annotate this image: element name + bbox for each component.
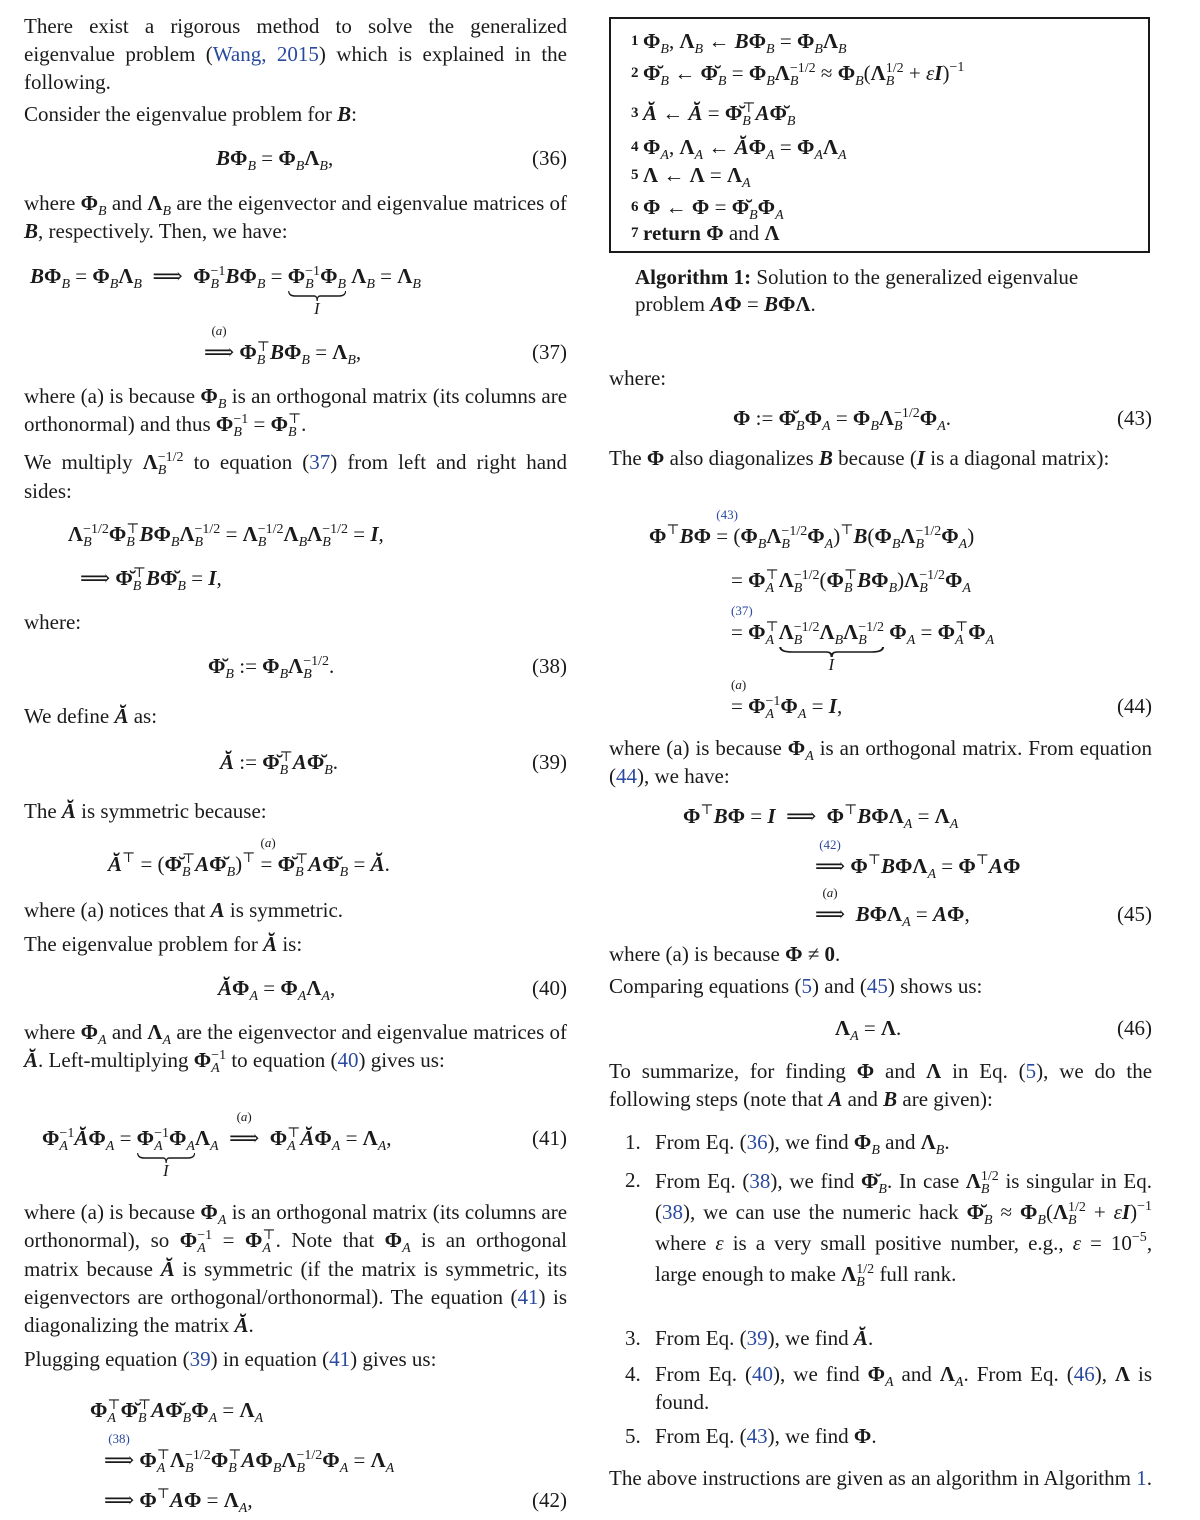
paragraph-orthogonal: where (a) is because $\Phi_B$ is an orthogonal matrix (its columns are orthonormal) and thus Φ −1 B = Φ ⊤ B .: [24, 384, 568, 441]
eq-ref-38[interactable]: 38: [749, 1169, 771, 1193]
equation-number-44: (44): [1117, 694, 1152, 718]
algo-line-4: 4 $\Phi_A$, $\Lambda_A$ ← $Ă\Phi_A = \Phi_A\Lambda_A$: [631, 135, 847, 163]
paragraph-intro: There exist a rigorous method to solve the generalized eigenvalue problem (Wang, 2015) which is explained in the following.: [24, 14, 567, 94]
eq-ref-5b[interactable]: 5: [1025, 1059, 1037, 1083]
algo-line-2: 2 $\Phĭ_B$ ← $\Phĭ_B = \Phi_B\Lambda$ −1/2 B ≈ $\Phi_B(\Lambda$ 1/2 B + εI)$^{-1}$: [631, 60, 965, 90]
eq-ref-41b[interactable]: 41: [329, 1347, 351, 1371]
equation-number-41: (41): [532, 1126, 567, 1150]
equation-42-line2: ⟹ (38) Φ ⊤ A Λ −1/2 B Φ ⊤ B $A\Phi_B\Lambda$ −1/2 B $\Phi_A = \Lambda_A$: [104, 1431, 395, 1477]
eq-ref-36[interactable]: 36: [746, 1130, 768, 1154]
step-3: 3. From Eq. (39), we find Ă.: [625, 1326, 874, 1350]
equation-multiply-2: ⟹ Φ̆ ⊤ B $B\Phĭ_B = I$,: [80, 566, 222, 595]
equation-45-line1: Φ⊤BΦ = I ⟹ $\Phi^⊤B\Phi\Lambda_A = \Lambda_A$: [683, 803, 959, 832]
step-4: 4. From Eq. (40), we find $\Phi_A$ and $\Lambda_A$. From Eq. (46), Λ is found.: [625, 1362, 1153, 1414]
equation-36: $B\Phi_B = \Phi_B\Lambda_B$,: [216, 146, 334, 174]
equation-44-line1: Φ⊤BΦ = (43) ($\Phi_B\Lambda$ −1/2 B $\Phi_A)^⊤B(\Phi_B\Lambda$ −1/2 B $\Phi_A$): [649, 507, 975, 553]
equation-44-line4: = (a) Φ −1 A $\Phi_A = I$,: [731, 677, 843, 723]
equation-derivation: $B\Phi_B = \Phi_B\Lambda_B$ ⟹ Φ −1 B $B\Phi_B = \Phi$ −1 B $\Phi_B$ I $\Lambda_B = \Lambda_B$: [30, 264, 421, 318]
eq-ref-44[interactable]: 44: [616, 764, 637, 788]
equation-45-line2: ⟹ (42) $\Phi^⊤B\Phi\Lambda_A = \Phi^⊤A\Phi$: [815, 837, 1021, 882]
eq-ref-5[interactable]: 5: [801, 974, 812, 998]
equation-number-46: (46): [1117, 1016, 1152, 1040]
paragraph-plugging: Plugging equation (39) in equation (41) gives us:: [24, 1347, 437, 1371]
paragraph-notices: where (a) notices that A is symmetric.: [24, 898, 344, 922]
eq-ref-37[interactable]: 37: [309, 450, 331, 474]
algo-line-6: 6 Φ ← $\Phi = \Phĭ_B\Phi_A$: [631, 195, 784, 223]
algorithm-box: [609, 17, 1150, 253]
equation-37: ⟹ (a) Φ ⊤ B $B\Phi_B = \Lambda_B$,: [204, 323, 362, 369]
step-5: 5. From Eq. (43), we find Φ.: [625, 1424, 877, 1448]
paragraph-consider: Consider the eigenvalue problem for B:: [24, 102, 358, 126]
equation-45-line3: ⟹ (a) $B\Phi\Lambda_A = A\Phi$,: [815, 885, 970, 930]
paragraph-multiply: We multiply Λ −1/2 B to equation (37) from left and right hand sides:: [24, 450, 568, 504]
label-where-1: where:: [24, 610, 82, 634]
algo-line-7: 7 return Φ and Λ: [631, 221, 780, 245]
step-1: 1. From Eq. (36), we find $\Phi_B$ and $\Lambda_B$.: [625, 1130, 950, 1158]
equation-40: $Ă\Phi_A = \Phi_A\Lambda_A$,: [218, 976, 336, 1004]
paragraph-orthogonal-A: where (a) is because $\Phi_A$ is an orthogonal matrix (its columns are orthonormal), so Φ −1 A = Φ ⊤ A . Note that $\Phi_A$ is an orthogonal matrix because Ă is symmetric (if the matrix is symmetric, its eigenvectors are orthogonal/orthonormal). The equation (41) is diagonalizing the matrix Ă.: [24, 1200, 568, 1338]
equation-symmetric: Ă⊤ = (Φ̆ ⊤ B $A\Phĭ_B)^⊤$ = (a) Φ̆ ⊤ B $A\Phĭ_B$ = Ă.: [108, 835, 390, 881]
eq-ref-41[interactable]: 41: [517, 1285, 539, 1310]
eq-ref-40[interactable]: 40: [752, 1362, 774, 1386]
eq-ref-39[interactable]: 39: [746, 1326, 768, 1350]
paragraph-symmetric: The Ă is symmetric because:: [24, 799, 267, 823]
equation-number-43: (43): [1117, 406, 1152, 430]
paragraph-nonzero: where (a) is because Φ ≠ 0.: [609, 942, 841, 966]
step-2: 2. From Eq. (38), we find $\Phĭ_B$. In case Λ 1/2 B is singular in Eq. (38), we can use the numeric hack $\Phĭ_B \approx \Phi_B(\Lambda$ 1/2 B + εI)$^{-1}$ where ε is a very small positive number, e.g., $\varepsilon = 10^{-5}$, large enough to make Λ 1/2 B full rank.: [625, 1168, 1153, 1291]
equation-42-line1: Φ ⊤ A Φ̆ ⊤ B $A\Phĭ_B\Phi_A = \Lambda_A$: [90, 1398, 264, 1427]
equation-42-line3: ⟹ $\Phi^⊤A\Phi = \Lambda_A$,: [104, 1487, 253, 1516]
algo-line-5: 5 Λ ← $\Lambda = \Lambda_A$: [631, 163, 751, 191]
citation-link[interactable]: Wang, 2015: [212, 42, 319, 66]
algo-line-3: 3 Ă ← Ă = Φ̆ ⊤ B $A\Phĭ_B$: [631, 101, 796, 130]
equation-39: Ă := Φ̆ ⊤ B $A\Phĭ_B$.: [220, 750, 339, 779]
equation-38: $\Phĭ_B$ := $\Phi_B\Lambda$ −1/2 B .: [208, 654, 335, 683]
equation-number-37: (37): [532, 340, 567, 364]
eq-ref-46[interactable]: 46: [1073, 1362, 1095, 1386]
equation-multiply-1: Λ −1/2 B Φ ⊤ B $B\Phi_B\Lambda$ −1/2 B = Λ −1/2 B $\Lambda_B\Lambda$ −1/2 B = I,: [68, 522, 384, 551]
eq-ref-43[interactable]: 43: [746, 1424, 768, 1448]
algorithm-caption: Algorithm 1: Solution to the generalized eigenvalue problem AΦ = BΦΛ.: [635, 265, 1079, 316]
eq-ref-40[interactable]: 40: [337, 1048, 359, 1072]
equation-number-38: (38): [532, 654, 567, 678]
equation-number-42: (42): [532, 1488, 567, 1512]
equation-46: $\Lambda_A = \Lambda$.: [835, 1016, 902, 1044]
equation-number-39: (39): [532, 750, 567, 774]
paragraph-left-multiply: where $\Phi_A$ and $\Lambda_A$ are the eigenvector and eigenvalue matrices of Ă. Left-multiplying Φ −1 A to equation (40) gives us:: [24, 1020, 568, 1077]
algo-line-1: 1 $\Phi_B$, $\Lambda_B$ ← $B\Phi_B = \Phi_B\Lambda_B$: [631, 29, 847, 57]
paragraph-eigen-def: where $\Phi_B$ and $\Lambda_B$ are the eigenvector and eigenvalue matrices of B, respectively. Then, we have:: [24, 191, 568, 243]
equation-43: Φ := $\Phĭ_B\Phi_A = \Phi_B\Lambda$ −1/2 B $\Phi_A$.: [733, 406, 951, 435]
equation-number-45: (45): [1117, 902, 1152, 926]
equation-44-line3: = (37) Φ ⊤ A Λ −1/2 B $\Lambda_B\Lambda$ −1/2 B I $\Phi_A = \Phi$ ⊤ A $\Phi_A$: [731, 603, 995, 674]
eq-ref-39[interactable]: 39: [189, 1347, 211, 1371]
eq-ref-38b[interactable]: 38: [662, 1200, 683, 1224]
paragraph-summarize: To summarize, for finding Φ and Λ in Eq. (5), we do the following steps (note that A and B are given):: [609, 1059, 1153, 1111]
equation-41: Φ −1 A $Ă\Phi_A = \Phi$ −1 A $\Phi_A$ I $\Lambda_A$ ⟹ (a) Φ ⊤ A $Ă\Phi_A = \Lambda_A$,: [42, 1109, 392, 1180]
label-where-2: where:: [609, 366, 667, 390]
algorithm-ref[interactable]: 1: [1136, 1466, 1147, 1490]
paragraph-algorithm-note: The above instructions are given as an algorithm in Algorithm 1.: [609, 1466, 1152, 1490]
eq-ref-45[interactable]: 45: [866, 974, 888, 998]
equation-44-line2: = Φ ⊤ A Λ −1/2 B (Φ ⊤ B $B\Phi_B)\Lambda$ −1/2 B $\Phi_A$: [731, 568, 971, 597]
paragraph-eigen-A: The eigenvalue problem for Ă is:: [24, 932, 303, 956]
paragraph-comparing: Comparing equations (5) and (45) shows us:: [609, 974, 983, 998]
paragraph-define: We define Ă as:: [24, 704, 158, 728]
equation-number-40: (40): [532, 976, 567, 1000]
paragraph-diagonalizes: The Φ also diagonalizes B because (I is a diagonal matrix):: [609, 446, 1110, 470]
equation-number-36: (36): [532, 146, 567, 170]
paragraph-from-44: where (a) is because $\Phi_A$ is an orthogonal matrix. From equation (44), we have:: [609, 736, 1153, 788]
